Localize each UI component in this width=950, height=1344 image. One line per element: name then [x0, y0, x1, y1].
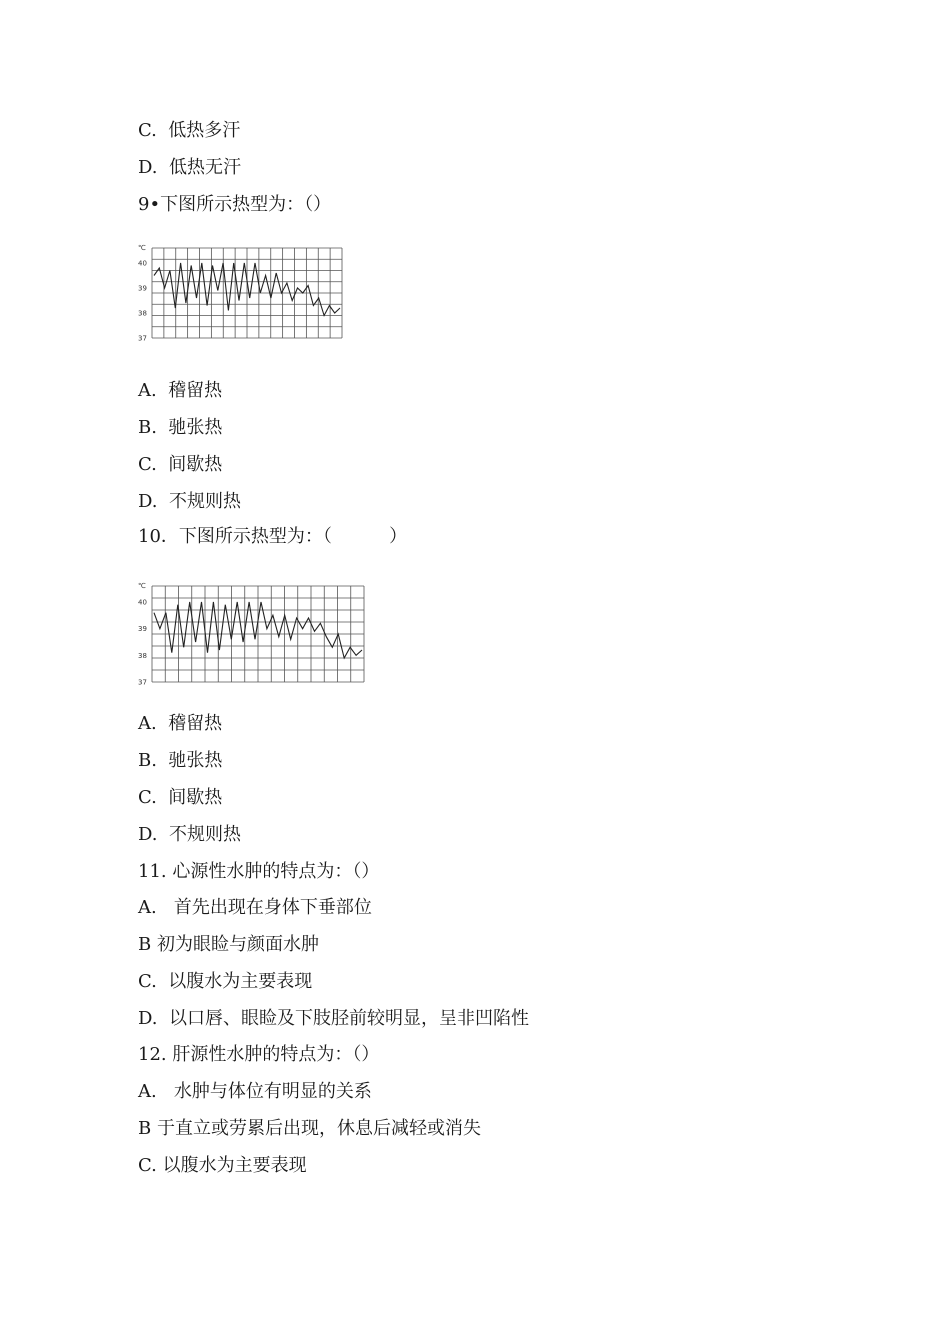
y-tick-label: 40 — [138, 598, 147, 607]
q9-option-c: C. 间歇热 — [138, 454, 223, 475]
q9-option-a: A. 稽留热 — [138, 380, 223, 401]
q12-option-a: A. 水肿与体位有明显的关系 — [138, 1081, 372, 1102]
unit-label: ℃ — [138, 582, 146, 590]
q11-option-b: B 初为眼睑与颜面水肿 — [138, 934, 319, 955]
y-tick-label: 37 — [138, 334, 147, 343]
fever-chart-q10-svg — [136, 580, 368, 688]
option-d-low-fever-no-sweat: D. 低热无汗 — [138, 157, 241, 178]
fever-chart-q9-svg — [136, 242, 346, 344]
q10-option-d: D. 不规则热 — [138, 824, 241, 845]
q11-option-c: C. 以腹水为主要表现 — [138, 971, 313, 992]
q12-option-b: B 于直立或劳累后出现，休息后减轻或消失 — [138, 1118, 481, 1139]
q10-option-b: B. 驰张热 — [138, 750, 223, 771]
y-tick-label: 39 — [138, 625, 147, 634]
q9-option-b: B. 驰张热 — [138, 417, 223, 438]
q11-option-d: D. 以口唇、眼睑及下肢胫前较明显，呈非凹陷性 — [138, 1008, 529, 1029]
unit-label: ℃ — [138, 244, 146, 252]
question-12: 12. 肝源性水肿的特点为：（） — [138, 1044, 380, 1065]
y-tick-label: 40 — [138, 259, 147, 268]
q10-option-a: A. 稽留热 — [138, 713, 223, 734]
q12-option-c: C. 以腹水为主要表现 — [138, 1155, 307, 1176]
y-tick-label: 39 — [138, 284, 147, 293]
q10-option-c: C. 间歇热 — [138, 787, 223, 808]
y-tick-label: 38 — [138, 651, 147, 660]
y-tick-label: 37 — [138, 678, 147, 687]
question-9: 9•下图所示热型为：（） — [138, 194, 332, 215]
option-c-low-fever-sweating: C. 低热多汗 — [138, 120, 241, 141]
q9-option-d: D. 不规则热 — [138, 491, 241, 512]
question-11: 11. 心源性水肿的特点为：（） — [138, 861, 380, 882]
question-10: 10．下图所示热型为：（ ） — [138, 526, 408, 547]
fever-chart-q10 — [136, 580, 368, 688]
q11-option-a: A. 首先出现在身体下垂部位 — [138, 897, 372, 918]
y-tick-label: 38 — [138, 309, 147, 318]
fever-chart-q9 — [136, 242, 346, 344]
